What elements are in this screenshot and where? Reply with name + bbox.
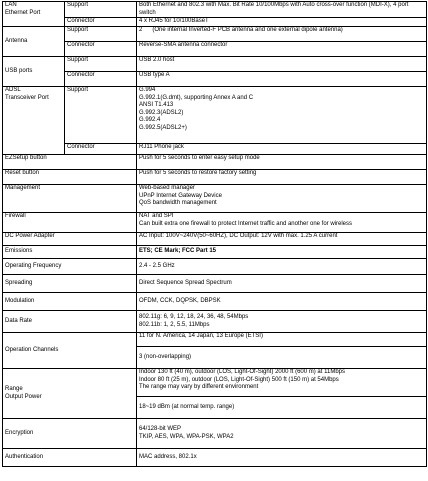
adsl-standard: ANSI T1.413 [139,102,174,108]
frequency-feature: Operating Frequency [3,259,137,275]
emissions-value: ETS; CE Mark; FCC Part 15 [137,246,427,259]
adsl-feature-line2: Transceiver Port [5,94,49,101]
data-rate-value [137,311,427,333]
usb-support-value: USB 2.0 host [137,57,427,72]
adsl-standard: G.994 [139,87,156,93]
lan-feature-line2: Ethernet Port [5,9,41,16]
firewall-value [137,213,427,233]
authentication-feature: Authentication [3,449,137,467]
lan-feature-cell [3,2,65,27]
adsl-support-value [137,87,427,144]
modulation-feature: Modulation [3,293,137,311]
dc-power-feature: DC Power Adapter [3,233,137,246]
encryption-value [137,419,427,449]
lan-support-label: Support [65,2,137,18]
antenna-support-label: Support [65,27,137,42]
dc-power-value: AC Input: 100V~240V(50~60HZ), DC Output: 12V with max. 1.25 A current [137,233,427,246]
range-value [137,369,427,397]
adsl-feature-line1: ADSL [5,87,21,93]
range-item: Indoor 130 ft (40 m), outdoor (LOS, Light-Of-Sight) 2000 ft (600 m) at 11Mbps [139,369,345,375]
lan-feature-line1: LAN [5,2,17,8]
adsl-support-label: Support [65,87,137,144]
modulation-value: OFDM, CCK, DQPSK, DBPSK [137,293,427,311]
reset-feature: Reset button [3,170,137,185]
adsl-feature-cell [3,87,65,155]
antenna-connector-value: Reverse-SMA antenna connector [137,42,427,57]
antenna-support-value: 2 (One internal Inverted-F PCB antenna and one external dipole antenna) [137,27,427,42]
management-value [137,185,427,213]
range-feature-line1: Range [5,386,23,392]
usb-connector-label: Connector [65,72,137,87]
emissions-feature: Emissions [3,246,137,259]
reset-value: Push for 5 seconds to restore factory setting [137,170,427,185]
management-item: QoS bandwidth management [139,200,217,206]
usb-connector-value: USB type A [137,72,427,87]
data-rate-item: 802.11g: 6, 9, 12, 18, 24, 36, 48, 54Mbps [139,314,249,320]
adsl-standard: G.992.4 [139,117,161,123]
management-feature: Management [3,185,137,213]
antenna-connector-label: Connector [65,42,137,57]
data-rate-item: 802.11b: 1, 2, 5.5, 11Mbps [139,321,210,328]
lan-connector-label: Connector [65,18,137,27]
encryption-item: 64/128-bit WEP [139,426,182,432]
encryption-feature: Encryption [3,419,137,449]
usb-support-label: Support [65,57,137,72]
adsl-connector-label: Connector [65,144,137,155]
ezsetup-feature: EZSetup button [3,155,137,170]
channels-value-1: 11 for N. America, 14 Japan, 13 Europe (ETSI) [137,333,427,347]
management-item: Web-based manager [139,185,195,191]
authentication-value: MAC address, 802.1x [137,449,427,467]
firewall-feature: Firewall [3,213,137,233]
channels-feature: Operation Channels [3,333,137,369]
usb-feature: USB ports [3,57,65,87]
range-item: Indoor 80 ft (25 m), outdoor (LOS, Light-Of-Sight) 500 ft (150 m) at 54Mbps [139,376,339,383]
management-item: UPnP Internet Gateway Device [139,192,222,199]
adsl-standard: G.992.1(G.dmt), supporting Annex A and C [139,94,254,101]
output-power-value: 18~19 dBm (at normal temp. range) [137,397,427,419]
data-rate-feature: Data Rate [3,311,137,333]
adsl-standard: G.992.5(ADSL2+) [139,124,187,131]
antenna-feature: Antenna [3,27,65,57]
frequency-value: 2.4 - 2.5 GHz [137,259,427,275]
spreading-feature: Spreading [3,275,137,293]
encryption-item: TKIP, AES, WPA, WPA-PSK, WPA2 [139,433,234,440]
spreading-value: Direct Sequence Spread Spectrum [137,275,427,293]
adsl-connector-value: RJ11 Phone jack [137,144,427,155]
firewall-item: Can built extra one firewall to protect Internet traffic and another one for wireless [139,220,353,227]
range-feature-line2: Output Power [5,393,42,400]
firewall-item: NAT and SPI [139,213,174,219]
lan-support-value: Both Ethernet and 802.3 with Max. Bit Rate 10/100Mbps with Auto cross-over function (MDI-X), 4 port switch [137,2,427,18]
specification-table [2,1,427,467]
adsl-standard: G.992.3(ADSL2) [139,109,184,116]
ezsetup-value: Push for 5 seconds to enter easy setup mode [137,155,427,170]
channels-value-2: 3 (non-overlapping) [137,347,427,369]
lan-connector-value: 4 x RJ45 for 10/100BaseT [137,18,427,27]
range-feature-cell [3,369,137,419]
range-item: The range may vary by different environment [139,384,259,390]
